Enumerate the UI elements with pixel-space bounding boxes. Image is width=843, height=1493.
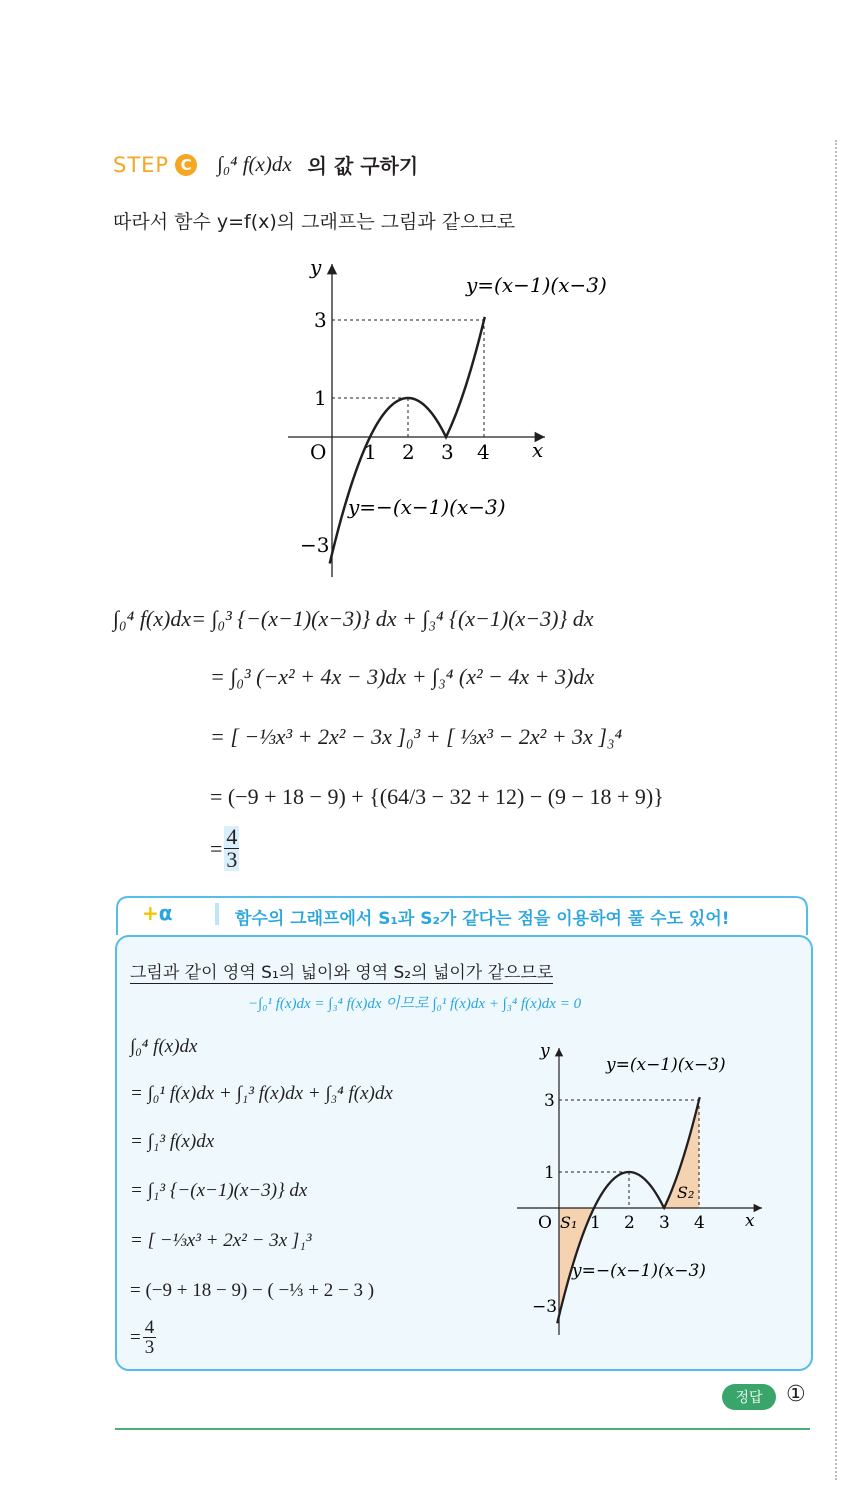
origin-label: O xyxy=(310,440,327,464)
tip-line2: −∫₀¹ f(x)dx = ∫₃⁴ f(x)dx 이므로 ∫₀¹ f(x)dx + ∫₃⁴ f(x)dx = 0 xyxy=(248,996,582,1012)
step-integral: ∫₀⁴ f(x)dx xyxy=(217,152,292,176)
solution-line1 xyxy=(113,606,594,632)
tip-x-tick-1: 1 xyxy=(590,1213,601,1233)
tip-x-tick-4: 4 xyxy=(694,1213,705,1233)
answer-value: ① xyxy=(786,1382,806,1407)
y-tick-neg3: −3 xyxy=(300,533,330,557)
result-denominator: 3 xyxy=(226,847,238,872)
step-title: 의 값 구하기 xyxy=(307,154,419,178)
y-axis-label: y xyxy=(310,255,322,279)
solution-line3: = [ −⅓x³ + 2x² − 3x ]₀³ + [ ⅓x³ − 2x² + 3x ]₃⁴ xyxy=(210,724,623,749)
tip-step-0: ∫₀⁴ f(x)dx xyxy=(130,1036,198,1057)
tip-step-3: = ∫₁³ {−(x−1)(x−3)} dx xyxy=(130,1180,308,1201)
tip-step-5: = (−9 + 18 − 9) − ( −⅓ + 2 − 3 ) xyxy=(130,1280,375,1301)
lower-curve-label: y=−(x−1)(x−3) xyxy=(348,495,506,519)
x-tick-4: 4 xyxy=(477,440,490,464)
tip-result-numerator: 4 xyxy=(144,1317,155,1338)
solution-line1-lhs: ∫₀⁴ f(x)dx xyxy=(113,606,192,631)
result-fraction xyxy=(224,826,239,871)
tip-x-tick-3: 3 xyxy=(659,1213,670,1233)
margin-divider xyxy=(835,140,837,1480)
tip-step-1: = ∫₀¹ f(x)dx + ∫₁³ f(x)dx + ∫₃⁴ f(x)dx xyxy=(130,1083,393,1104)
step-word: STEP xyxy=(113,152,170,177)
step-badge: C xyxy=(175,154,197,176)
x-axis-label: x xyxy=(532,438,544,462)
x-tick-2: 2 xyxy=(402,440,415,464)
tip-y-tick-neg3: −3 xyxy=(532,1297,558,1317)
tip-step-2: = ∫₁³ f(x)dx xyxy=(130,1131,215,1152)
tip-y-tick-1: 1 xyxy=(544,1163,555,1183)
intro-text: 따라서 함수 y=f(x)의 그래프는 그림과 같으므로 xyxy=(113,211,516,233)
upper-curve-label: y=(x−1)(x−3) xyxy=(466,273,607,297)
tip-divider xyxy=(215,903,219,925)
bottom-rule xyxy=(115,1428,810,1430)
tip-heading: 함수의 그래프에서 S₁과 S₂가 같다는 점을 이용하여 풀 수도 있어! xyxy=(235,909,730,929)
tip-x-axis-label: x xyxy=(745,1211,755,1231)
label-s1: S₁ xyxy=(560,1213,578,1232)
x-tick-1: 1 xyxy=(364,440,377,464)
tip-result: = $\frac{4}{3}$ xyxy=(130,1317,155,1358)
result-numerator: 4 xyxy=(226,824,238,849)
tip-y-axis-label: y xyxy=(540,1041,550,1061)
x-tick-3: 3 xyxy=(441,440,454,464)
tip-header xyxy=(115,895,809,935)
y-tick-3: 3 xyxy=(314,308,327,332)
solution-line1-rhs: = ∫₀³ {−(x−1)(x−3)} dx + ∫₃⁴ {(x−1)(x−3)} dx xyxy=(191,606,594,631)
answer-badge: 정답 xyxy=(722,1384,776,1410)
step-header xyxy=(113,150,418,179)
tip-step-4: = [ −⅓x³ + 2x² − 3x ]₁³ xyxy=(130,1230,312,1251)
label-s2: S₂ xyxy=(677,1183,695,1202)
y-tick-1: 1 xyxy=(314,386,327,410)
tip-lower-curve-label: y=−(x−1)(x−3) xyxy=(572,1261,706,1281)
graph-main xyxy=(280,252,640,582)
tip-y-tick-3: 3 xyxy=(544,1091,555,1111)
solution-result: = $\frac{4}{3}$ xyxy=(210,824,238,872)
tip-upper-curve-label: y=(x−1)(x−3) xyxy=(606,1055,726,1075)
tip-x-tick-2: 2 xyxy=(624,1213,635,1233)
tip-result-denominator: 3 xyxy=(144,1337,155,1358)
tip-result-fraction xyxy=(143,1318,157,1357)
tip-line1: 그림과 같이 영역 S₁의 넓이와 영역 S₂의 넓이가 같으므로 xyxy=(130,958,553,984)
plus-alpha-icon: +α xyxy=(142,901,173,925)
solution-line4: = (−9 + 18 − 9) + {(64/3 − 32 + 12) − (9 − 18 + 9)} xyxy=(210,784,664,809)
solution-line2: = ∫₀³ (−x² + 4x − 3)dx + ∫₃⁴ (x² − 4x + 3)dx xyxy=(210,664,595,689)
graph-tip xyxy=(512,1040,774,1340)
tip-origin-label: O xyxy=(538,1213,552,1233)
